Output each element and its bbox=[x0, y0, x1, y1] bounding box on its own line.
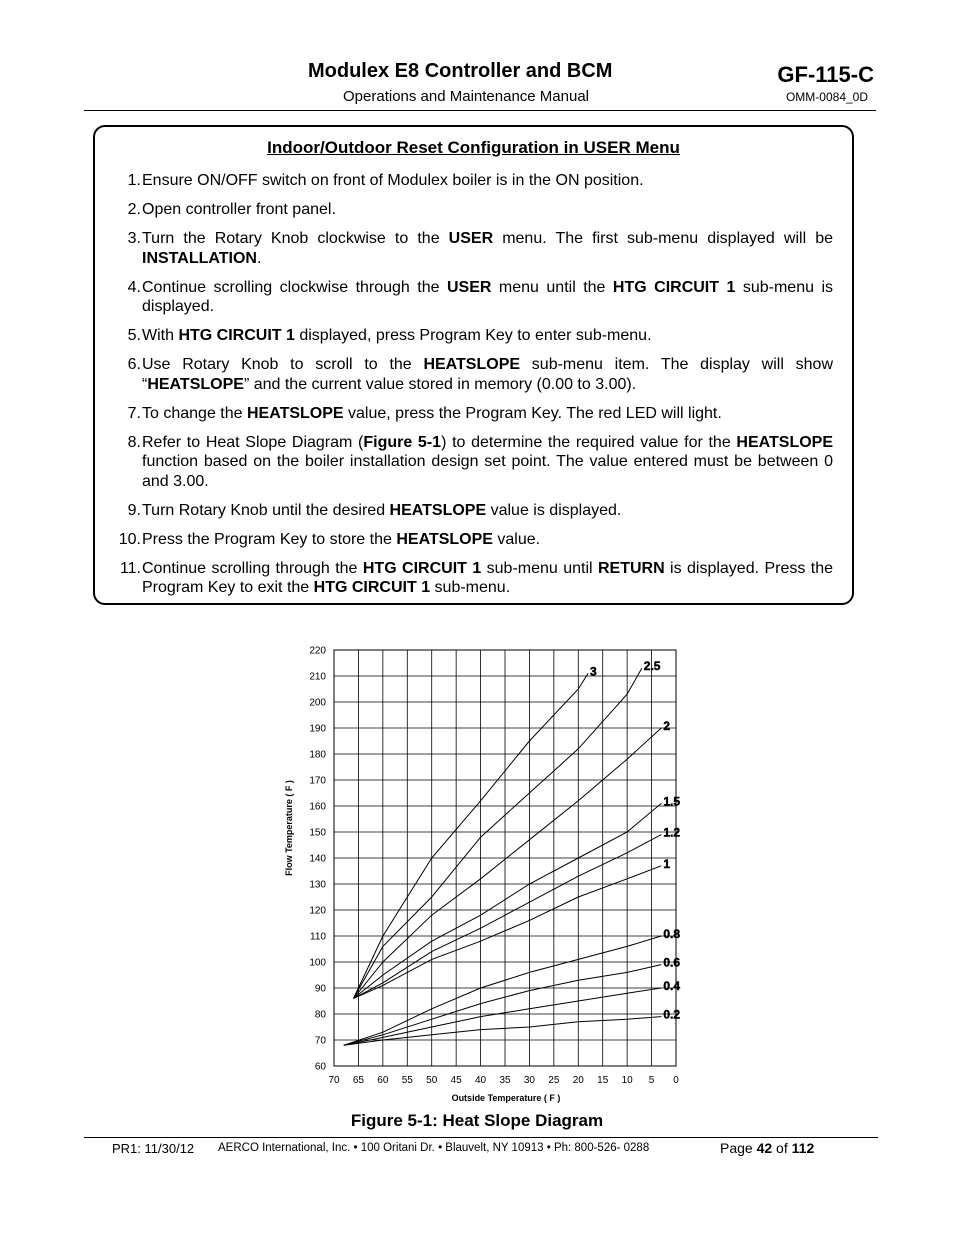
step-item bbox=[111, 355, 833, 394]
footer-company: AERCO International, Inc. • 100 Oritani Dr. • Blauvelt, NY 10913 • Ph: 800-526- 0288 bbox=[218, 1142, 650, 1154]
step-text: Continue scrolling through the HTG CIRCUIT 1 sub-menu until RETURN is displayed. Press the Program Key to exit the HTG CIRCUIT 1 sub-menu. bbox=[142, 559, 834, 596]
x-tick-label: 15 bbox=[597, 1075, 609, 1086]
x-tick-label: 65 bbox=[352, 1075, 364, 1086]
header-rule bbox=[84, 110, 876, 111]
step-number: 11. bbox=[119, 559, 141, 577]
step-text: Use Rotary Knob to scroll to the HEATSLOPE sub-menu item. The display will show “HEATSLOPE” and the current value stored in memory (0.00 to 3.00). bbox=[142, 356, 833, 393]
doc-code: GF-115-C bbox=[777, 62, 874, 87]
series-label: 1.2 bbox=[663, 825, 681, 840]
step-number: 3. bbox=[127, 230, 141, 247]
x-tick-label: 40 bbox=[475, 1075, 487, 1086]
series-label: 3 bbox=[590, 664, 597, 679]
step-number: 8. bbox=[127, 433, 141, 451]
step-text: To change the HEATSLOPE value, press the Program Key. The red LED will light. bbox=[142, 404, 722, 422]
y-tick-label: 220 bbox=[309, 645, 326, 657]
x-tick-label: 0 bbox=[673, 1075, 679, 1086]
step-item bbox=[111, 559, 833, 598]
series-line bbox=[354, 803, 662, 998]
step-item bbox=[111, 278, 833, 317]
x-tick-label: 5 bbox=[648, 1075, 655, 1086]
y-tick-label: 120 bbox=[309, 905, 326, 917]
header-subtitle: Operations and Maintenance Manual bbox=[343, 88, 589, 105]
step-item bbox=[111, 326, 833, 346]
step-item bbox=[111, 200, 833, 220]
instruction-box bbox=[93, 125, 854, 605]
step-number: 5. bbox=[127, 327, 141, 344]
step-number: 2. bbox=[127, 201, 141, 218]
x-tick-label: 10 bbox=[621, 1075, 633, 1086]
steps-list bbox=[111, 171, 833, 607]
step-text: Continue scrolling clockwise through the USER menu until the HTG CIRCUIT 1 sub-menu is displayed. bbox=[142, 278, 834, 315]
doc-number: OMM-0084_0D bbox=[785, 90, 868, 104]
heat-slope-chart bbox=[276, 640, 696, 1110]
y-tick-label: 100 bbox=[309, 957, 326, 969]
x-tick-label: 25 bbox=[548, 1075, 560, 1086]
x-tick-label: 30 bbox=[523, 1075, 535, 1086]
y-tick-label: 70 bbox=[314, 1035, 326, 1047]
y-tick-label: 140 bbox=[309, 853, 326, 865]
x-tick-label: 45 bbox=[450, 1075, 462, 1086]
y-tick-label: 170 bbox=[309, 775, 326, 787]
x-axis-label: Outside Temperature ( F ) bbox=[451, 1093, 561, 1103]
step-text: Turn the Rotary Knob clockwise to the USER menu. The first sub-menu displayed will be INSTALLATION. bbox=[142, 230, 834, 267]
step-text: Refer to Heat Slope Diagram (Figure 5-1) to determine the required value for the HEATSLOPE function based on the boiler installation design set point. The value entered must be between 0 and 3.00. bbox=[142, 433, 834, 490]
step-number: 9. bbox=[127, 501, 141, 519]
series-label: 1 bbox=[663, 856, 671, 871]
series-label: 2 bbox=[663, 719, 671, 733]
series-line bbox=[344, 1017, 662, 1046]
step-number: 4. bbox=[127, 278, 141, 296]
x-tick-label: 50 bbox=[426, 1075, 438, 1086]
step-number: 1. bbox=[127, 172, 141, 189]
y-tick-label: 180 bbox=[309, 749, 326, 761]
page-total: 112 bbox=[791, 1140, 815, 1156]
x-tick-label: 70 bbox=[328, 1075, 340, 1086]
step-number: 10. bbox=[118, 530, 141, 548]
x-tick-label: 55 bbox=[401, 1075, 413, 1086]
step-item bbox=[111, 171, 833, 191]
x-tick-label: 60 bbox=[377, 1075, 389, 1086]
page-number: 42 bbox=[756, 1140, 773, 1156]
step-text: With HTG CIRCUIT 1 displayed, press Program Key to enter sub-menu. bbox=[142, 327, 652, 344]
instruction-box-title: Indoor/Outdoor Reset Configuration in USER Menu bbox=[267, 138, 680, 157]
y-tick-label: 190 bbox=[309, 723, 326, 735]
x-tick-label: 35 bbox=[499, 1075, 511, 1086]
footer-rule bbox=[84, 1137, 878, 1138]
series-line bbox=[354, 866, 662, 999]
header-title: Modulex E8 Controller and BCM bbox=[308, 60, 613, 82]
series-label: 0.8 bbox=[663, 927, 681, 941]
step-item bbox=[111, 433, 833, 492]
figure-caption: Figure 5-1: Heat Slope Diagram bbox=[350, 1111, 604, 1130]
y-tick-label: 80 bbox=[314, 1009, 326, 1021]
step-item bbox=[111, 229, 833, 268]
step-number: 6. bbox=[127, 356, 141, 373]
step-item bbox=[111, 501, 833, 521]
step-text: Open controller front panel. bbox=[142, 201, 336, 218]
series-label: 0.4 bbox=[663, 979, 681, 993]
series-label: 1.5 bbox=[663, 794, 681, 809]
series-line bbox=[354, 673, 589, 998]
x-tick-label: 20 bbox=[572, 1075, 584, 1086]
series-line bbox=[344, 965, 662, 1046]
step-item bbox=[111, 404, 833, 424]
series-label: 0.6 bbox=[663, 955, 681, 970]
page-of: of bbox=[772, 1140, 792, 1156]
step-text: Press the Program Key to store the HEATSLOPE value. bbox=[142, 530, 541, 548]
series-label: 0.2 bbox=[663, 1007, 681, 1022]
y-tick-label: 110 bbox=[310, 931, 326, 943]
series-line bbox=[344, 988, 662, 1045]
series-label: 2.5 bbox=[643, 659, 661, 674]
step-text: Turn Rotary Knob until the desired HEATSLOPE value is displayed. bbox=[142, 501, 622, 519]
y-tick-label: 210 bbox=[309, 671, 326, 683]
y-tick-label: 60 bbox=[314, 1061, 326, 1073]
step-number: 7. bbox=[127, 404, 141, 422]
y-tick-label: 130 bbox=[309, 879, 326, 891]
page-prefix: Page bbox=[720, 1140, 757, 1156]
footer-page bbox=[720, 1140, 814, 1156]
heat-slope-chart-svg bbox=[276, 640, 696, 1110]
y-tick-label: 150 bbox=[309, 827, 326, 839]
y-axis-label: Flow Temperature ( F ) bbox=[284, 780, 294, 876]
step-item bbox=[111, 530, 833, 550]
footer-revision: PR1: 11/30/12 bbox=[112, 1141, 195, 1156]
y-tick-label: 90 bbox=[314, 983, 326, 995]
y-tick-label: 200 bbox=[309, 697, 326, 709]
y-tick-label: 160 bbox=[309, 801, 326, 813]
step-text: Ensure ON/OFF switch on front of Modulex boiler is in the ON position. bbox=[142, 172, 644, 189]
